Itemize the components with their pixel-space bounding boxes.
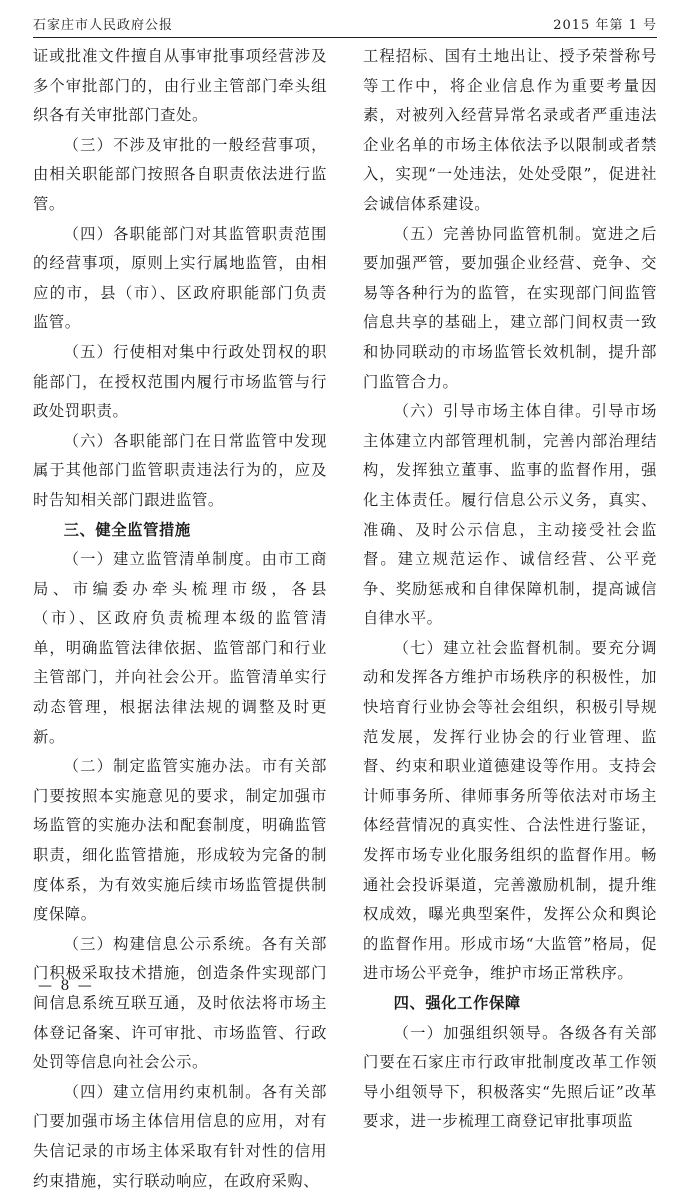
paragraph: （五）完善协同监管机制。宽进之后要加强严管，要加强企业经营、竞争、交易等各种行为的监管，在实现部门间监管信息共享的基础上，建立部门间权责一致和协同联动的市场监管长效机制，提升部门监管合力。 [363,224,657,391]
section-heading: 四、强化工作保障 [393,994,521,1012]
right-column [363,42,657,1131]
paragraph: （一）加强组织领导。各级各有关部门要在石家庄市行政审批制度改革工作领导小组领导下，积极落实“先照后证”改革要求，进一步梳理工商登记审批事项监 [363,1023,657,1131]
paragraph: （三）构建信息公示系统。各有关部门积极采取技术措施，创造条件实现部门间信息系统互联互通，及时依法将市场主体登记备案、许可审批、市场监管、行政处罚等信息向社会公示。 [33,934,327,1072]
paragraph: （四）各职能部门对其监管职责范围的经营事项，原则上实行属地监管，由相应的市，县（市）、区政府职能部门负责监管。 [33,224,327,332]
page-number: — 8 — [38,978,94,994]
paragraph: （二）制定监管实施办法。市有关部门要按照本实施意见的要求，制定加强市场监管的实施办法和配套制度，明确监管职责，细化监管措施，形成较为完备的制度体系，为有效实施后续市场监管提供制度保障。 [33,757,327,924]
paragraph: （三）不涉及审批的一般经营事项，由相关职能部门按照各自职责依法进行监管。 [33,135,327,213]
paragraph: （六）引导市场主体自律。引导市场主体建立内部管理机制，完善内部治理结构，发挥独立董事、监事的监督作用，强化主体责任。履行信息公示义务，真实、准确、及时公示信息，主动接受社会监督。建立规范运作、诚信经营、公平竞争、奖励惩戒和自律保障机制，提高诚信自律水平。 [363,402,657,628]
section-heading: 三、健全监管措施 [63,520,191,539]
journal-title: 石家庄市人民政府公报 [33,18,174,33]
paragraph: （一）建立监管清单制度。由市工商局、市编委办牵头梳理市级，各县（市）、区政府负责梳理本级的监管清单，明确监管法律依据、监管部门和行业主管部门，并向社会公开。监管清单实行动态管理，根据法律法规的调整及时更新。 [33,550,327,746]
paragraph: （七）建立社会监督机制。要充分调动和发挥各方维护市场秩序的积极性，加快培育行业协会等社会组织，积极引导规范发展，发挥行业协会的行业管理、监督、约束和职业道德建设等作用。支持会计师事务所、律师事务所等依法对市场主体经营情况的真实性、合法性进行鉴证，发挥市场专业化服务组织的监督作用。畅通社会投诉渠道，完善激励机制，提升维权成效，曝光典型案件，发挥公众和舆论的监督作用。形成市场“大监管”格局，促进市场公平竞争，维护市场正常秩序。 [363,638,657,983]
body-columns [33,42,657,1190]
paragraph: 证或批准文件擅自从事审批事项经营涉及多个审批部门的，由行业主管部门牵头组织各有关审批部门查处。 [33,47,327,125]
left-column [33,42,327,1190]
paragraph: （六）各职能部门在日常监管中发现属于其他部门监管职责违法行为的，应及时告知相关部门跟进监管。 [33,431,327,509]
running-header [33,8,657,38]
paragraph: 工程招标、国有土地出让、授予荣誉称号等工作中，将企业信息作为重要考量因素，对被列入经营异常名录或者严重违法企业名单的市场主体依法予以限制或者禁入，实现“一处违法，处处受限”，促进社会诚信体系建设。 [363,47,657,213]
paragraph: （五）行使相对集中行政处罚权的职能部门，在授权范围内履行市场监管与行政处罚职责。 [33,342,327,421]
issue-number: 2015 年第 1 号 [553,18,657,33]
paragraph: （四）建立信用约束机制。各有关部门要加强市场主体信用信息的应用，对有失信记录的市场主体采取有针对性的信用约束措施，实行联动响应，在政府采购、 [33,1082,327,1190]
